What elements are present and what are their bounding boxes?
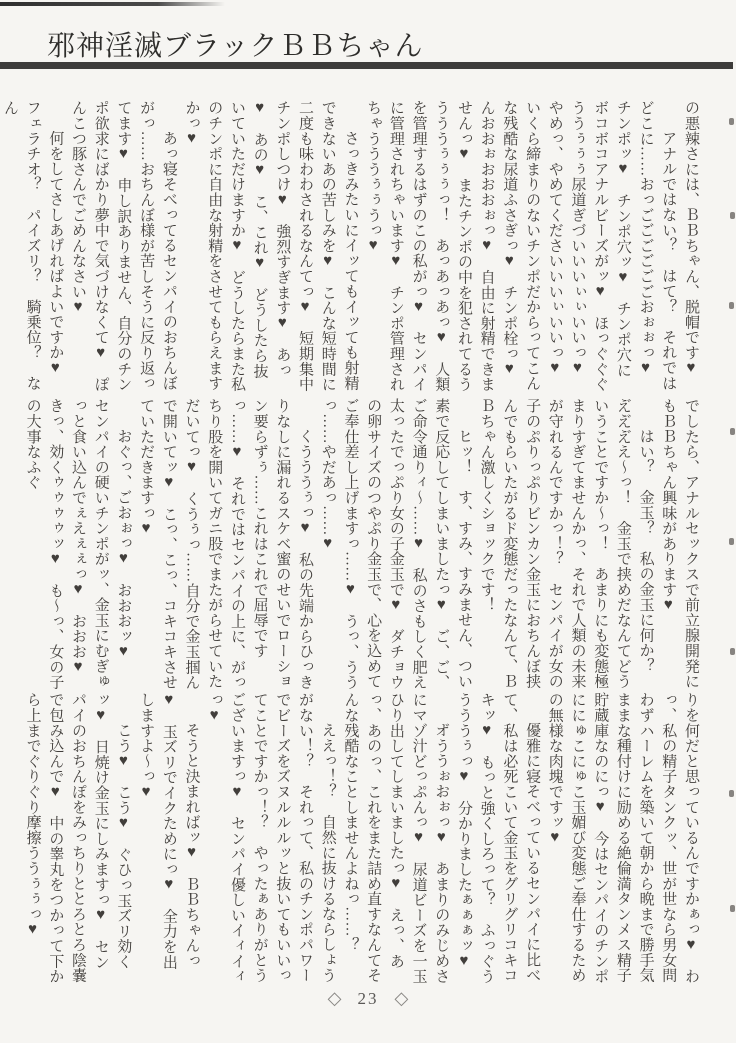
text-block-1	[1, 100, 702, 393]
scan-speck	[729, 118, 734, 125]
paragraph: ヒッ！ す、すみ、すみません、つい素で反応してしまいましたっ♥ ご、ご、ご命令通りィ〜……♥ 私のさもしく肥え太ったでっぷり女の子金玉で♥ ダチョウの卵サイズのつやぷり金玉で、心を込めてご奉仕差し上げますっ……♥ うっ、ううっ……やだあっ……♥	[319, 398, 472, 690]
paragraph: オ゙ううぉおぉっ♥ あまりのみじめさにマゾ汁どっぷんっ♥ 尿道ビーズを一玉ひり出してしまいましたっ♥ えっ、あっ、あのっ、これをまた詰め直すなんてそんな残酷なことしませんよねっ……？	[342, 692, 450, 984]
paragraph: でしたら、アナルセックスで前立腺開発にもＢＢちゃん興味があります♥	[660, 398, 699, 689]
page-number: 23	[357, 989, 379, 1008]
paragraph: はい？ 金玉？ 私の金玉に何か？ え゙え゙え゙え〜っ！ 金玉で挟めだなんてどういうことですか〜っ！ あまりにも変態極まりすぎてませんかっ、それで人類の未来が守れるんですかっ！？ センパイが女の子のぷりっぷりビンカン金玉におちんぼ挟んでもらいたがるド変態だったなんて、ＢＢちゃん激しくショックです！	[478, 398, 654, 689]
paragraph: おぐっ、ごおぉっ♥ おおおッ♥ センパイの硬いチンポがッ、金玉にむぎゅっと食い込んでぇえぇぇっ♥ おおお♥ きっ、効くゥゥゥゥッ♥ も〜っ、女の子の大事なふぐ	[24, 398, 132, 691]
diamond-icon-left: ◇	[327, 988, 342, 1008]
scan-speck	[729, 302, 734, 309]
paragraph: の悪辣さには、ＢＢちゃん、脱帽です♥	[683, 100, 699, 377]
scan-speck	[730, 648, 735, 655]
page-title: 邪神淫滅ブラックＢＢちゃん	[47, 31, 424, 62]
scan-speck	[729, 790, 734, 797]
paragraph: こう♥ こう♥ ぐひっ玉ズリ効くッ♥ 日焼け金玉にしみますっ♥ センパイのおちんぽをみっちりととろとろ陰嚢で包み込んで♥ 中の睾丸をつかって下から上までぐりぐり摩擦ううぅぅっ♥	[24, 692, 132, 984]
scan-speck	[729, 538, 734, 545]
scan-speck	[730, 905, 735, 912]
page-footer	[0, 988, 736, 1009]
paragraph: ええっ！？ 自然に抜けるならしょうがない！？ それって、私のチンポパワーでビーズをズヌルルルッと抜いてもいいってことですかっ！？ やったぁありがとうございますっ♥ センパイ優しいイィイィっ♥	[206, 692, 336, 984]
paragraph: あっ寝そべってるセンパイのおちんぼがっ……おちんぼ様が苦しそうに反り返ってます♥ 申し訳ありません、自分のチンポ欲求にばかり夢中で気づけなくて♥ ぽんこつ豚さんでごめんなさい♥	[70, 100, 177, 392]
scan-speck	[730, 212, 735, 219]
scan-artifact-top-streak	[0, 2, 225, 6]
title-divider-rule	[0, 62, 733, 69]
paragraph: アナルではない？ はて？ それではどこに……おっごごごごごごおぉぉっ♥ チンポッ♥ チンポ穴ッ♥ チンポ穴にボコボコアナルビーズがッ♥ ほっぐぐぐううぅぅぅ尿道ぎづいいいぃぃいいっ♥ やめっ、やめてくださいいいぃいいっ♥ いくら締まりのないチンポだからってこんな残酷な尿道ふさぎっ♥ チンポ栓っ♥ んおおぉおおおぉっ♥ 自由に射精できませんっ♥ またチンポの中を犯されてるううううぅぅぅっ！ あっあっあっ♥ 人類を管理するはずのこの私がっ♥ センパイに管理されちゃいます♥ チンポ管理されちゃうううぅぅうっ♥	[365, 100, 677, 393]
paragraph: 何をしてさしあげればよいですか♥ フェラチオ？ パイズリ？ 騎乗位？ なん	[1, 100, 64, 392]
diamond-icon-right: ◇	[394, 988, 409, 1008]
text-block-3	[24, 692, 702, 984]
text-block-2	[24, 398, 702, 691]
scan-speck	[730, 428, 735, 435]
paragraph: そうと決まればッ♥ ＢＢちゃんっ♥ 玉ズリでイクためにっ♥ 全力を出しますよ〜っ♥	[138, 692, 200, 970]
paragraph: 優雅に寝そべっているセンパイに比べて、私は必死こいて金玉をグリグリコキコキッ♥ もっと強くしろって？ ふっぐううううぅっ♥ 分かりましたぁぁぁッ♥	[455, 692, 541, 984]
paragraph: りを何だと思っているんですかぁっ♥ わっ、私の精子タンクッ、世が世なら男女問わずハーレムを築いて朝から晩まで勝手気ままな種付けに励める絶倫満タンメス精子貯蔵庫なのにっ♥ 今はセンパイのチンポににゅこにゅこ玉媚び変態ご奉仕するための無様な肉塊ですッ♥	[546, 692, 699, 984]
paragraph: さっきみたいにイッてもイッても射精できないあの苦しみを♥ こんな短時間に二度も味わわされるなんてっ♥ 短期集中チンポしつけ♥ 強烈すぎます♥ あっ♥ あの♥ こ、これ♥ どうしたら抜いていただけますか♥ どうしたらまた私のチンポに自由な射精をさせてもらえますかっ♥	[183, 100, 359, 392]
paragraph: くうううぅっ♥ 私の先端からひっきりなしに漏れるスケベ蜜のせいでローション要らずぅ……これはこれで屈辱ですっ……♥ それではセンパイの上に、がっちり股を開いてガニ股でまたがらせていただいてっ♥ くうぅっ……自分で金玉掴んで開いてッ♥ こっ、こっ、コキコキさせていただきますっ♥	[138, 398, 314, 690]
